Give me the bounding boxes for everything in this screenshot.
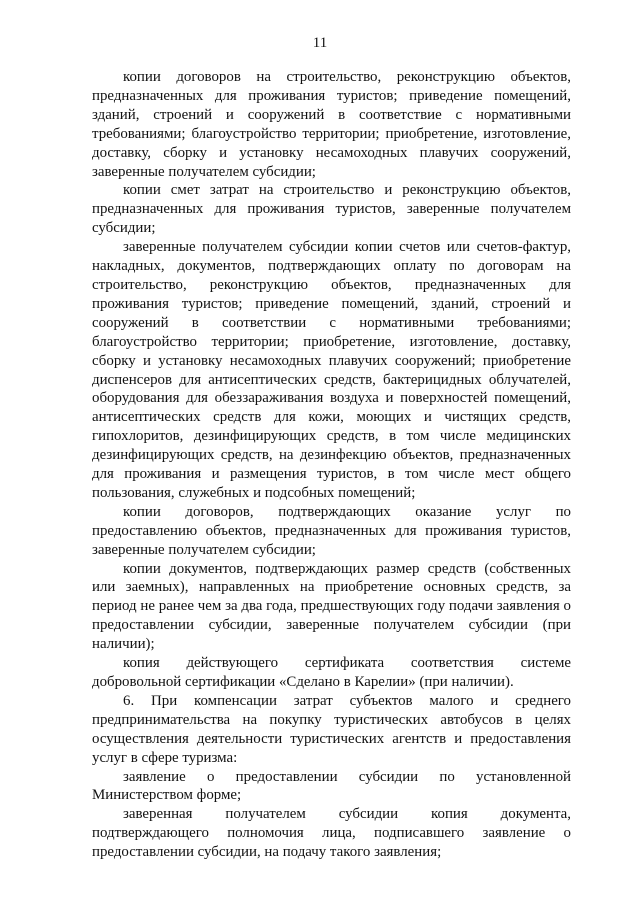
document-body [92, 68, 571, 862]
paragraph-authority-document: заверенная получателем субсидии копия документа, подтверждающего полномочия лица, подписавшего заявление о предоставлении субсидии, на подачу такого заявления; [92, 806, 571, 861]
paragraph-section-6: 6. При компенсации затрат субъектов малого и среднего предпринимательства на покупку туристических автобусов в целях осуществления деятельности туристических агентств и предоставления услуг в сфере туризма: [92, 692, 571, 766]
paragraph-construction-contracts: копии договоров на строительство, реконструкцию объектов, предназначенных для проживания туристов; приведение помещений, зданий, строений и сооружений в соответствие с нормативными требованиями; благоустройство территории; приобретение, изготовление, доставку, сборку и установку несамоходных плавучих сооружений, заверенные получателем субсидии; [92, 69, 571, 180]
page-number: 11 [312, 35, 328, 51]
paragraph-certificate: копия действующего сертификата соответствия системе добровольной сертификации «Сделано в Карелии» (при наличии). [92, 655, 571, 690]
paragraph-service-contracts: копии договоров, подтверждающих оказание услуг по предоставлению объектов, предназначенных для проживания туристов, заверенные получателем субсидии; [92, 503, 571, 558]
paragraph-funds-documents: копии документов, подтверждающих размер средств (собственных или заемных), направленных на приобретение основных средств, за период не ранее чем за два года, предшествующих году подачи заявления о предоставлении субсидии, заверенные получателем субсидии (при наличии); [92, 560, 571, 653]
paragraph-application: заявление о предоставлении субсидии по установленной Министерством форме; [92, 768, 571, 804]
paragraph-cost-estimates: копии смет затрат на строительство и реконструкцию объектов, предназначенных для проживания туристов, заверенные получателем субсидии; [92, 182, 571, 237]
paragraph-invoices: заверенные получателем субсидии копии счетов или счетов-фактур, накладных, документов, подтверждающих оплату по договорам на строительство, реконструкцию объектов, предназначенных для проживания туристов; приведение помещений, зданий, строений и сооружений в соответствии с нормативными требованиями; благоустройство территории; приобретение, изготовление, доставку, сборку и установку несамоходных плавучих сооружений; приобретение диспенсеров для антисептических средств, бактерицидных облучателей, оборудования для обеззараживания воздуха и поверхностей помещений, антисептических средств для кожи, моющих и чистящих средств, гипохлоритов, дезинфицирующих средств, в том числе медицинских дезинфицирующих средств, на дезинфекцию объектов, предназначенных для проживания и размещения туристов, в том числе мест общего пользования, служебных и подсобных помещений; [92, 239, 571, 501]
